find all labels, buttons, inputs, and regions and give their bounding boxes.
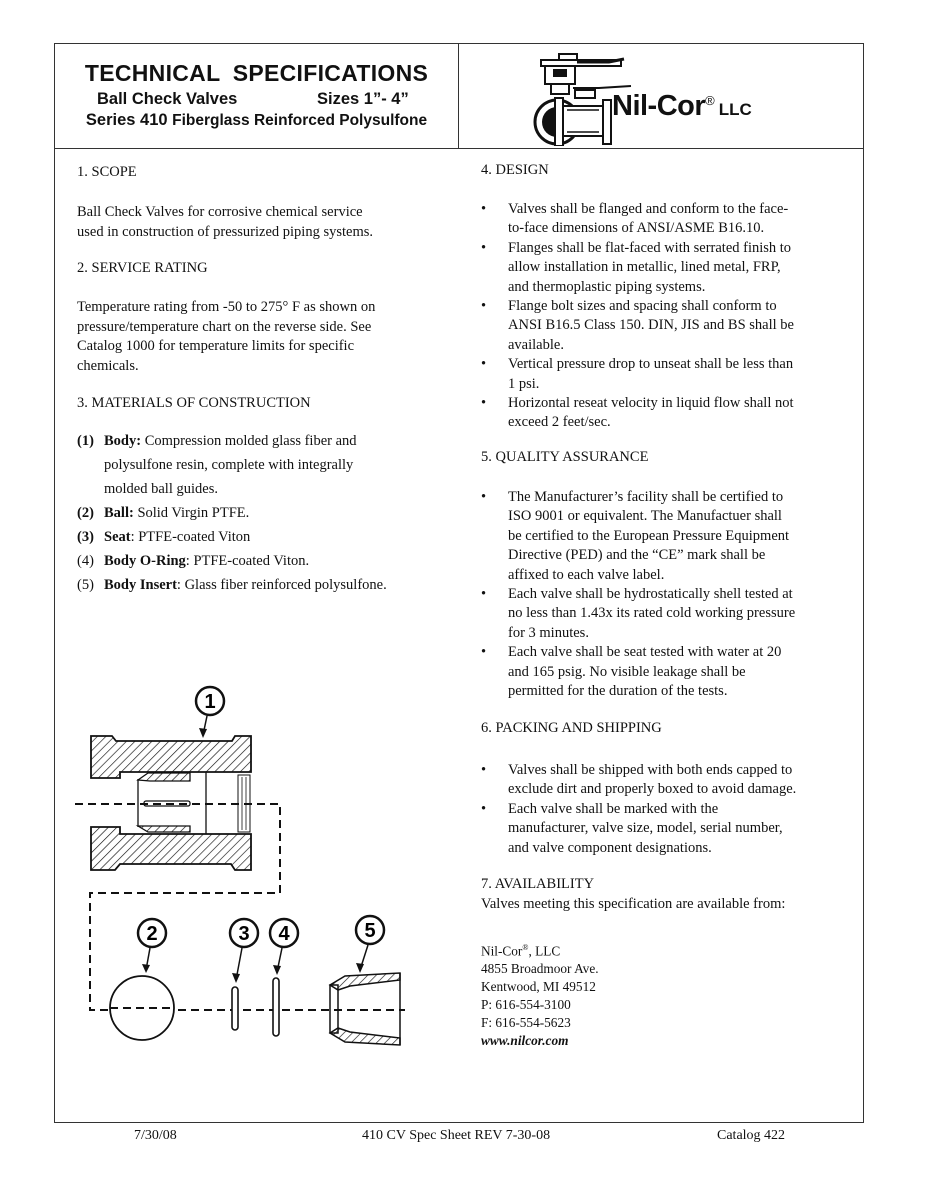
footer-document-id: 410 CV Spec Sheet REV 7-30-08 xyxy=(362,1128,551,1143)
bullet-text-line: available. xyxy=(508,336,564,353)
material-label: Body Insert xyxy=(104,577,177,593)
material-item xyxy=(77,573,462,597)
bullet-icon: • xyxy=(481,489,487,505)
bullet-icon: • xyxy=(481,201,487,217)
bullet-text-line: Each valve shall be seat tested with water at 20 xyxy=(508,644,782,661)
material-text: : Glass fiber reinforced polysulfone. xyxy=(176,577,387,593)
bullet-text-line: Vertical pressure drop to unseat shall be less than xyxy=(508,356,794,373)
bullet-icon: • xyxy=(481,356,487,373)
website-link[interactable]: www.nilcor.com xyxy=(481,1033,569,1049)
company-address xyxy=(481,939,599,1050)
footer-date: 7/30/08 xyxy=(134,1128,177,1143)
series-number: Series 410 xyxy=(85,111,168,129)
callout-label: 4 xyxy=(278,923,290,945)
bullet-icon: • xyxy=(481,239,487,256)
section-availability-heading: 7. AVAILABILITY xyxy=(481,876,595,892)
bullet-text-line: Valves shall be shipped with both ends capped to xyxy=(508,762,793,778)
company-logo xyxy=(459,44,864,148)
text-line: pressure/temperature chart on the reverse side. See xyxy=(77,318,372,335)
bullet-item xyxy=(481,239,861,297)
material-item xyxy=(77,429,462,453)
series-material: Fiberglass Reinforced Polysulfone xyxy=(172,112,428,129)
bullet-text-line: Horizontal reseat velocity in liquid flow shall not xyxy=(508,395,794,412)
material-text-cont: polysulfone resin, complete with integrally xyxy=(104,457,354,473)
fax-number: F: 616-554-5623 xyxy=(481,1015,571,1031)
size-range: Sizes 1”- 4” xyxy=(317,90,409,108)
city-state-zip: Kentwood, MI 49512 xyxy=(481,979,596,995)
bullet-text-line: affixed to each valve label. xyxy=(508,566,665,583)
material-text: Solid Virgin PTFE. xyxy=(133,505,250,521)
section-materials-heading: 3. MATERIALS OF CONSTRUCTION xyxy=(77,395,311,411)
company-name-text: Nil-Cor xyxy=(481,943,523,959)
bullet-text-line: be certified to the European Pressure Equipment xyxy=(508,527,790,544)
quality-list xyxy=(481,488,861,701)
bullet-text-line: Flange bolt sizes and spacing shall conform to xyxy=(508,298,777,315)
seat-drawing xyxy=(232,987,238,1030)
callout-1 xyxy=(196,687,224,738)
callout-label: 2 xyxy=(146,923,158,945)
bullet-text-line: to-face dimensions of ANSI/ASME B16.10. xyxy=(508,220,765,237)
bullet-text-line: exclude dirt and properly boxed to avoid damage. xyxy=(508,781,797,798)
section-packing-heading: 6. PACKING AND SHIPPING xyxy=(481,720,662,736)
callout-label: 5 xyxy=(364,920,376,942)
bullet-text-line: Flanges shall be flat-faced with serrated finish to xyxy=(508,239,792,256)
section-quality-heading: 5. QUALITY ASSURANCE xyxy=(481,449,649,465)
company-suffix: , LLC xyxy=(528,943,561,959)
section-service-heading: 2. SERVICE RATING xyxy=(77,260,208,276)
material-text: : PTFE-coated Viton. xyxy=(185,553,310,569)
section-service-body xyxy=(77,298,375,376)
callout-2 xyxy=(138,919,166,973)
material-text: : PTFE-coated Viton xyxy=(130,529,251,545)
material-item xyxy=(77,525,462,549)
material-label: Ball: xyxy=(104,505,134,521)
callout-label: 3 xyxy=(238,923,250,945)
material-number: (2) xyxy=(77,505,94,521)
callout-4 xyxy=(270,919,298,975)
bullet-text-line: and thermoplastic piping systems. xyxy=(508,278,706,295)
header-divider xyxy=(55,148,863,149)
logo-registered-mark: ® xyxy=(705,92,715,108)
materials-list xyxy=(77,429,462,597)
callout-5 xyxy=(356,916,384,973)
bullet-text-line: no less than 1.43x its rated cold working pressure xyxy=(508,605,796,622)
bullet-item xyxy=(481,200,861,239)
bullet-item xyxy=(481,297,861,355)
company-name xyxy=(481,939,599,960)
bullet-text-line: for 3 minutes. xyxy=(508,624,589,641)
material-number: (5) xyxy=(77,577,94,593)
logo-suffix: LLC xyxy=(718,100,752,119)
material-label: Body: xyxy=(104,433,142,449)
bullet-item xyxy=(481,355,861,394)
material-label: Seat xyxy=(104,529,131,545)
section-scope-body xyxy=(77,203,373,242)
logo-wordmark xyxy=(612,90,752,123)
text-line: Catalog 1000 for temperature limits for specific xyxy=(77,338,355,354)
bullet-text-line: permitted for the duration of the tests. xyxy=(508,683,728,700)
phone-number: P: 616-554-3100 xyxy=(481,997,571,1013)
registered-mark: ® xyxy=(522,943,529,952)
bullet-text-line: 1 psi. xyxy=(508,375,540,392)
material-item xyxy=(77,501,462,525)
text-line: chemicals. xyxy=(77,357,139,374)
exploded-valve-drawing xyxy=(60,680,420,1060)
section-scope-heading: 1. SCOPE xyxy=(77,164,137,180)
text-line: Temperature rating from -50 to 275° F as shown on xyxy=(77,299,376,315)
section-design-heading: 4. DESIGN xyxy=(481,162,549,178)
bullet-item xyxy=(481,800,866,858)
bullet-icon: • xyxy=(481,644,487,661)
text-line: used in construction of pressurized piping systems. xyxy=(77,223,373,240)
bullet-item xyxy=(481,394,861,433)
bullet-text-line: ANSI B16.5 Class 150. DIN, JIS and BS shall be xyxy=(508,317,794,334)
availability-intro: Valves meeting this specification are available from: xyxy=(481,896,786,912)
material-text: Compression molded glass fiber and xyxy=(141,433,357,449)
bullet-text-line: Each valve shall be hydrostatically shell tested at xyxy=(508,586,793,603)
bullet-item xyxy=(481,488,861,585)
material-number: (1) xyxy=(77,433,94,449)
street-address: 4855 Broadmoor Ave. xyxy=(481,961,599,977)
material-label: Body O-Ring xyxy=(104,553,186,569)
bullet-icon: • xyxy=(481,800,487,817)
bullet-icon: • xyxy=(481,298,487,315)
bullet-text-line: allow installation in metallic, lined metal, FRP, xyxy=(508,259,781,276)
bullet-text-line: The Manufacturer’s facility shall be certified to xyxy=(508,489,784,505)
material-number: (3) xyxy=(77,529,94,545)
bullet-icon: • xyxy=(481,395,487,412)
title-block xyxy=(55,44,458,148)
packing-list xyxy=(481,761,866,858)
text-line: Ball Check Valves for corrosive chemical service xyxy=(77,204,363,220)
bullet-text-line: and 165 psig. No visible leakage shall be xyxy=(508,663,746,680)
footer-catalog: Catalog 422 xyxy=(717,1128,786,1143)
product-name: Ball Check Valves xyxy=(97,90,238,108)
document-title: TECHNICAL SPECIFICATIONS xyxy=(84,60,429,86)
callout-label: 1 xyxy=(204,691,216,713)
bullet-item xyxy=(481,585,861,643)
material-number: (4) xyxy=(77,553,94,569)
bullet-text-line: Directive (PED) and the “CE” mark shall be xyxy=(508,547,766,564)
material-item xyxy=(77,549,462,573)
bullet-icon: • xyxy=(481,762,487,778)
series-line xyxy=(55,111,458,130)
bullet-text-line: Valves shall be flanged and conform to the face- xyxy=(508,201,789,217)
bullet-item xyxy=(481,643,861,701)
bullet-text-line: and valve component designations. xyxy=(508,839,712,856)
bullet-item xyxy=(481,761,866,800)
bullet-text-line: exceed 2 feet/sec. xyxy=(508,414,611,431)
material-text-cont: molded ball guides. xyxy=(104,481,218,497)
bullet-text-line: ISO 9001 or equivalent. The Manufactuer shall xyxy=(508,508,782,525)
logo-name: Nil-Cor xyxy=(612,90,706,122)
design-list xyxy=(481,200,861,433)
bullet-text-line: manufacturer, valve size, model, serial number, xyxy=(508,820,783,837)
bullet-text-line: Each valve shall be marked with the xyxy=(508,800,719,817)
callout-3 xyxy=(230,919,258,983)
o-ring-drawing xyxy=(273,978,279,1036)
bullet-icon: • xyxy=(481,586,487,603)
